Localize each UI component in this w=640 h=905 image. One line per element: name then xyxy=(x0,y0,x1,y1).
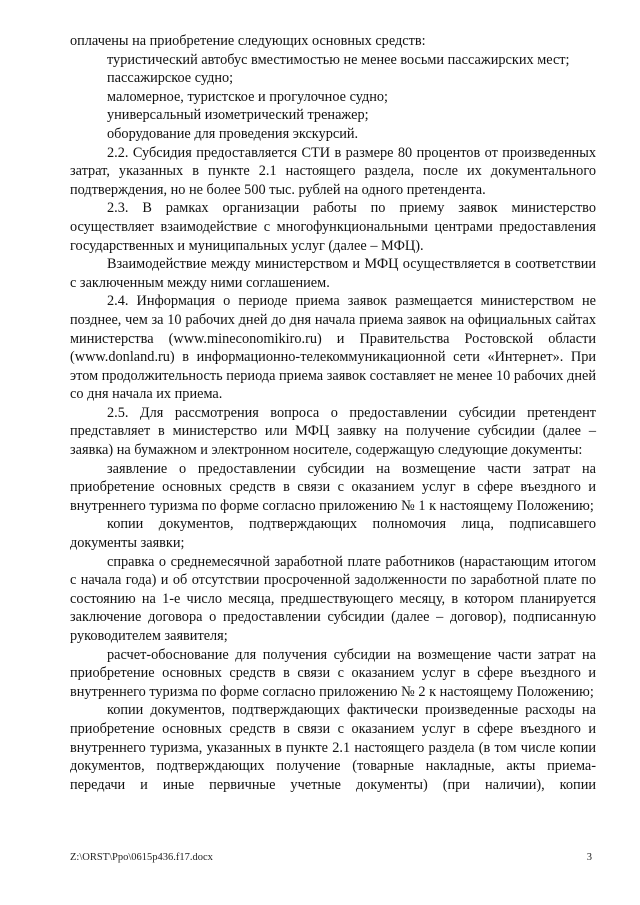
file-path: Z:\ORST\Ppo\0615p436.f17.docx xyxy=(70,852,213,863)
paragraph: оплачены на приобретение следующих основных средств: xyxy=(70,33,426,49)
paragraph: 2.3. В рамках организации работы по приему заявок министерство осуществляет взаимодействие с многофункциональными центрами предоставления государственных и муниципальных услуг (далее – МФЦ). xyxy=(70,200,596,254)
paragraph: заявление о предоставлении субсидии на возмещение части затрат на приобретение основных средств в связи с оказанием услуг в сфере въездного и внутреннего туризма по форме согласно приложению № 1 к настоящему Положению; xyxy=(70,460,596,514)
paragraph: пассажирское судно; xyxy=(107,70,234,87)
paragraph: 2.2. Субсидия предоставляется СТИ в размере 80 процентов от произведенных затрат, указанных в пункте 2.1 настоящего раздела, после их документального подтверждения, но не более 500 тыс. рублей на одного претендента. xyxy=(70,144,596,198)
paragraph: туристический автобус вместимостью не менее восьми пассажирских мест; xyxy=(107,51,570,68)
paragraph: копии документов, подтверждающих полномочия лица, подписавшего документы заявки; xyxy=(70,516,596,552)
paragraph: справка о среднемесячной заработной плате работников (нарастающим итогом с начала года) и об отсутствии просроченной задолженности по заработной плате по состоянию на 1-е число месяца, предшествующего месяцу, в котором планируется заключение договора о предоставлении субсидии (далее – договор), подписанную руководителем заявителя; xyxy=(70,553,596,644)
paragraph: оборудование для проведения экскурсий. xyxy=(107,125,359,142)
paragraph: маломерное, туристское и прогулочное судно; xyxy=(107,88,389,105)
document-body xyxy=(70,32,596,794)
paragraph: расчет-обоснование для получения субсидии на возмещение части затрат на приобретение основных средств в связи с оказанием услуг в сфере въездного и внутреннего туризма по форме согласно приложению № 2 к настоящему Положению; xyxy=(70,646,596,700)
paragraph: 2.4. Информация о периоде приема заявок размещается министерством не позднее, чем за 10 рабочих дней до дня начала приема заявок на официальных сайтах министерства (www.mineconomikiro.ru) и Правительства Ростовской области (www.donland.ru) в информационно-телекоммуникационной сети «Интернет». При этом продолжительность периода приема заявок составляет не менее 10 рабочих дней со дня начала их приема. xyxy=(70,293,596,403)
paragraph: копии документов, подтверждающих фактически произведенные расходы на приобретение основных средств в связи с оказанием услуг в сфере въездного и внутреннего туризма, указанных в пункте 2.1 настоящего раздела (в том числе копии документов, подтверждающих получение (товарные накладные, акты приема-передачи и иные первичные учетные документы) (при наличии), копии xyxy=(70,702,596,793)
paragraph: универсальный изометрический тренажер; xyxy=(107,107,369,124)
paragraph: Взаимодействие между министерством и МФЦ осуществляется в соответствии с заключенным между ними соглашением. xyxy=(70,256,596,291)
paragraph: 2.5. Для рассмотрения вопроса о предоставлении субсидии претендент представляет в министерство или МФЦ заявку на получение субсидии (далее – заявка) на бумажном и электронном носителе, содержащую следующие документы: xyxy=(70,404,596,459)
page-number: 3 xyxy=(586,852,592,863)
